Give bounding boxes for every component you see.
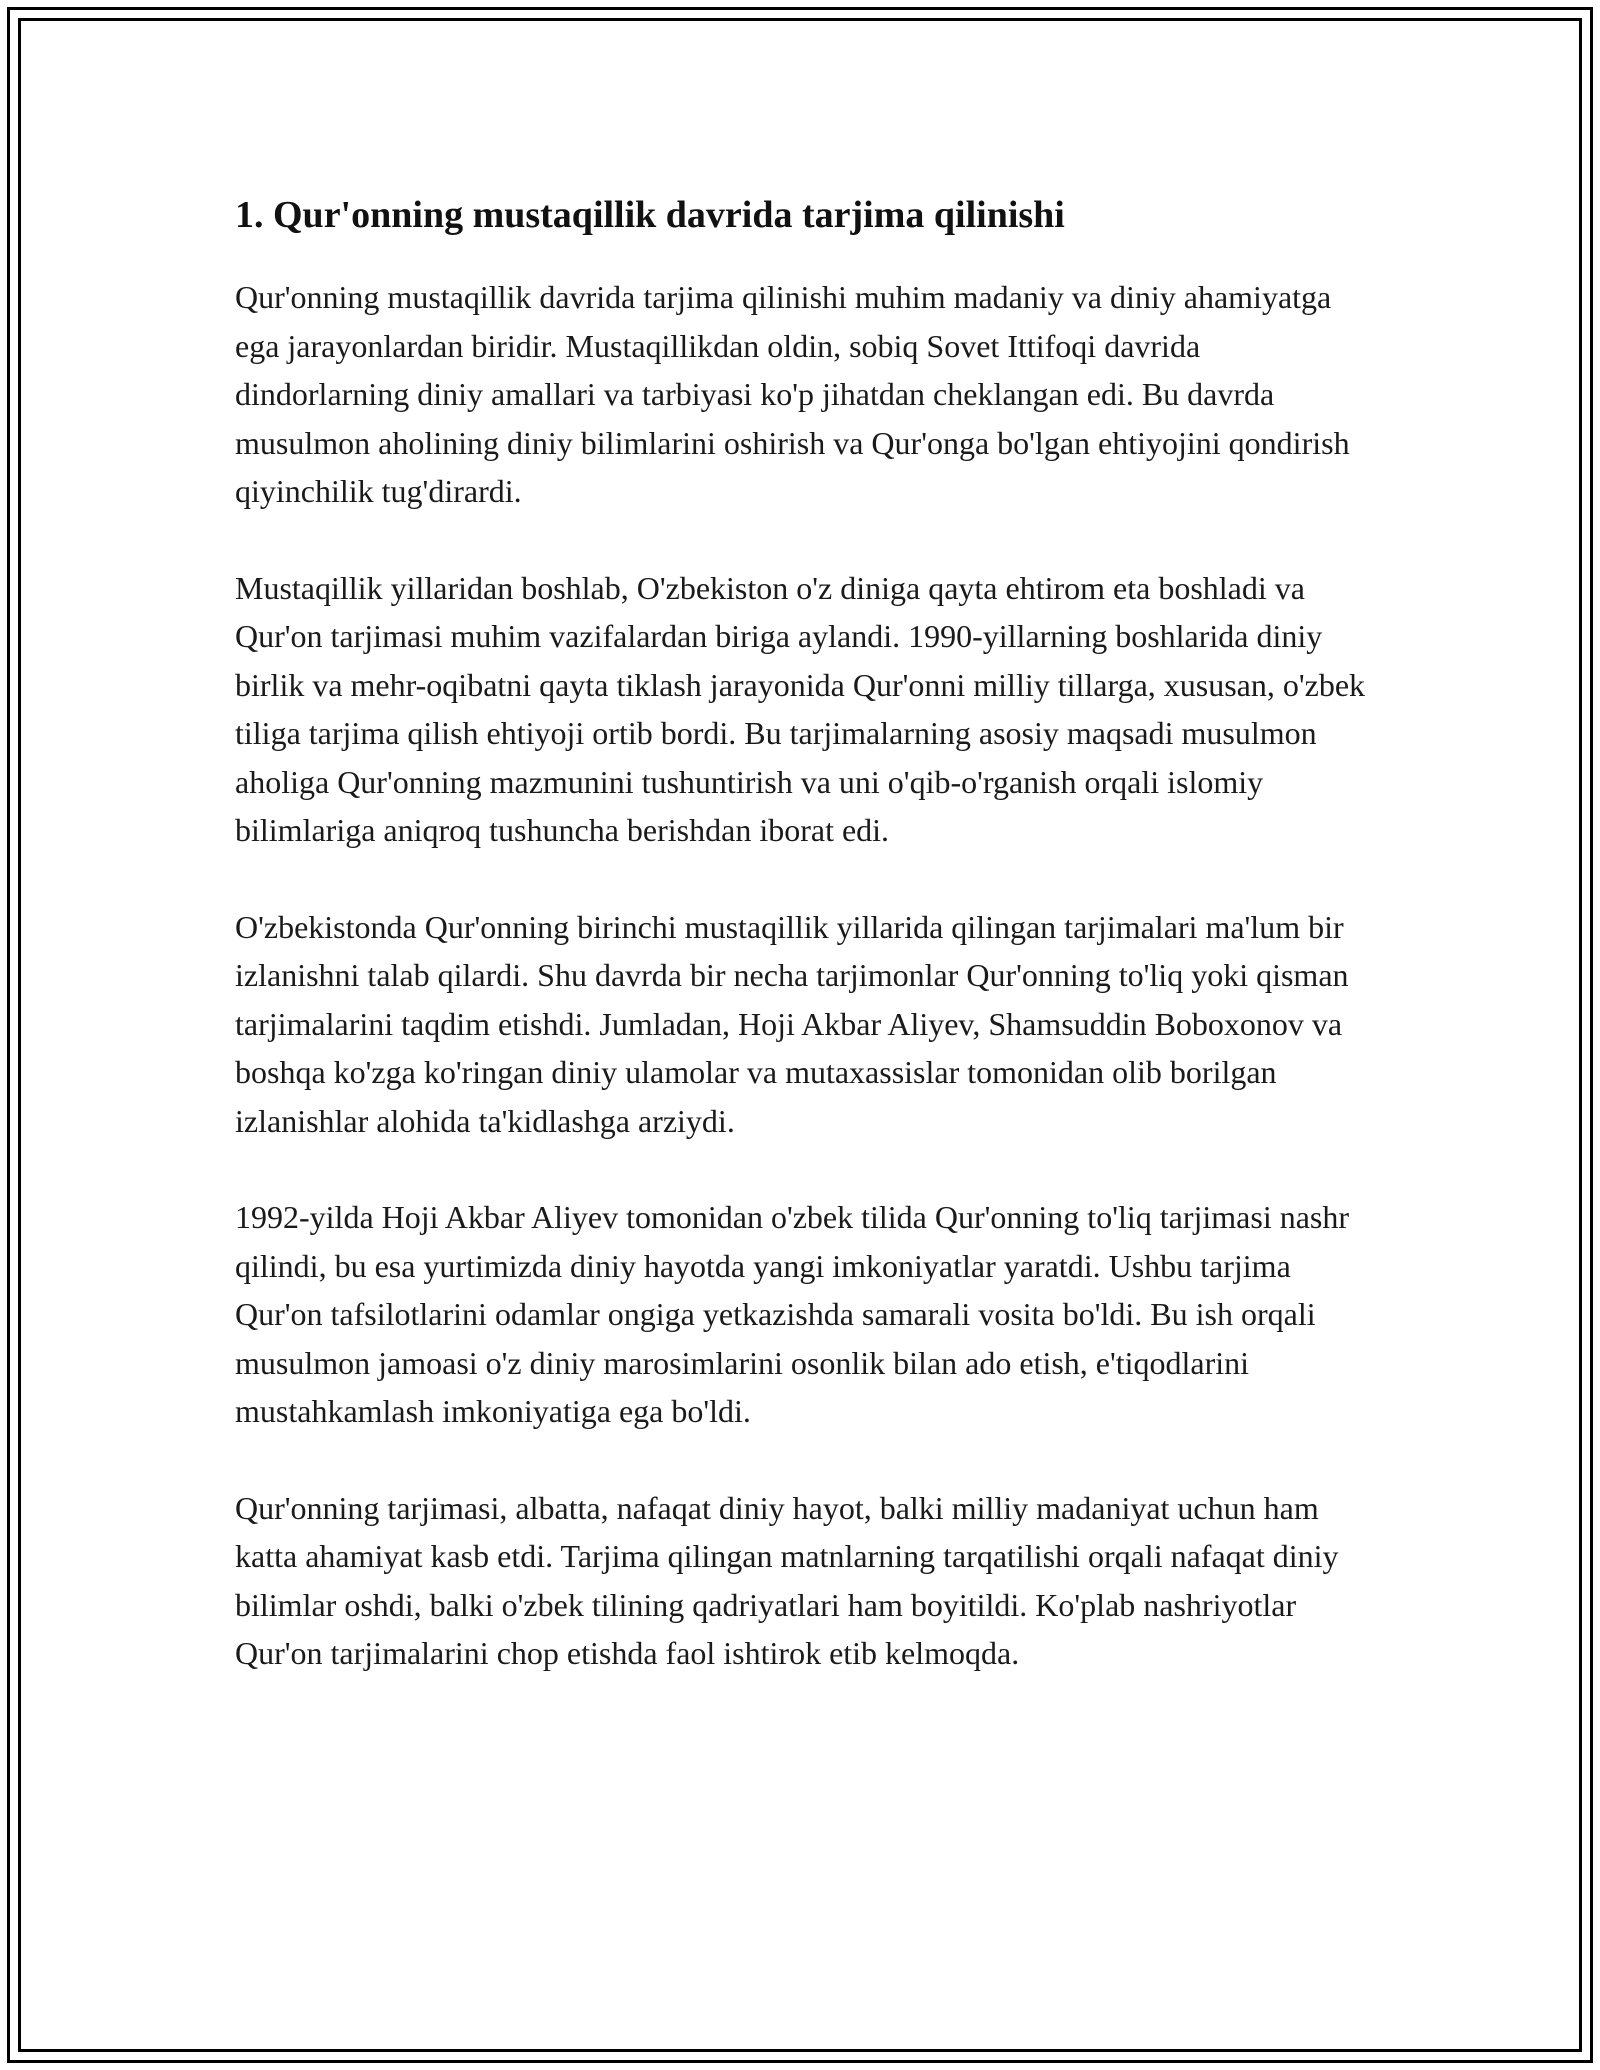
section-heading: 1. Qur'onning mustaqillik davrida tarjima qilinishi [235, 194, 1065, 236]
document-body [235, 185, 1375, 1726]
paragraph-3: O'zbekistonda Qur'onning birinchi mustaqillik yillarida qilingan tarjimalari ma'lum bir izlanishni talab qilardi. Shu davrda bir necha tarjimonlar Qur'onning to'liq yoki qisman tarjimalarini taqdim etishdi. Jumladan, Hoji Akbar Aliyev, Shamsuddin Boboxonov va boshqa ko'zga ko'ringan diniy ulamolar va mutaxassislar tomonidan olib borilgan izlanishlar alohida ta'kidlashga arziydi. [235, 908, 1349, 1139]
paragraph-4: 1992-yilda Hoji Akbar Aliyev tomonidan o'zbek tilida Qur'onning to'liq tarjimasi nashr qilindi, bu esa yurtimizda diniy hayotda yangi imkoniyatlar yaratdi. Ushbu tarjima Qur'on tafsilotlarini odamlar ongiga yetkazishda samarali vosita bo'ldi. Bu ish orqali musulmon jamoasi o'z diniy marosimlarini osonlik bilan ado etish, e'tiqodlarini mustahkamlash imkoniyatiga ega bo'ldi. [235, 1199, 1350, 1429]
paragraph-5: Qur'onning tarjimasi, albatta, nafaqat diniy hayot, balki milliy madaniyat uchun ham katta ahamiyat kasb etdi. Tarjima qilingan matnlarning tarqatilishi orqali nafaqat diniy bilimlar oshdi, balki o'zbek tilining qadriyatlari ham boyitildi. Ko'plab nashriyotlar Qur'on tarjimalarini chop etishda faol ishtirok etib kelmoqda. [235, 1489, 1339, 1671]
paragraph-1: Qur'onning mustaqillik davrida tarjima qilinishi muhim madaniy va diniy ahamiyatga ega jarayonlardan biridir. Mustaqillikdan oldin, sobiq Sovet Ittifoqi davrida dindorlarning diniy amallari va tarbiyasi ko'p jihatdan cheklangan edi. Bu davrda musulmon aholining diniy bilimlarini oshirish va Qur'onga bo'lgan ehtiyojini qondirish qiyinchilik tug'dirardi. [235, 279, 1350, 509]
paragraph-2: Mustaqillik yillaridan boshlab, O'zbekiston o'z diniga qayta ehtirom eta boshladi va Qur'on tarjimasi muhim vazifalardan biriga aylandi. 1990-yillarning boshlarida diniy birlik va mehr-oqibatni qayta tiklash jarayonida Qur'onni milliy tillarga, xususan, o'zbek tiliga tarjima qilish ehtiyoji ortib bordi. Bu tarjimalarning asosiy maqsadi musulmon aholiga Qur'onning mazmunini tushuntirish va uni o'qib-o'rganish orqali islomiy bilimlariga aniqroq tushuncha berishdan iborat edi. [235, 569, 1366, 848]
